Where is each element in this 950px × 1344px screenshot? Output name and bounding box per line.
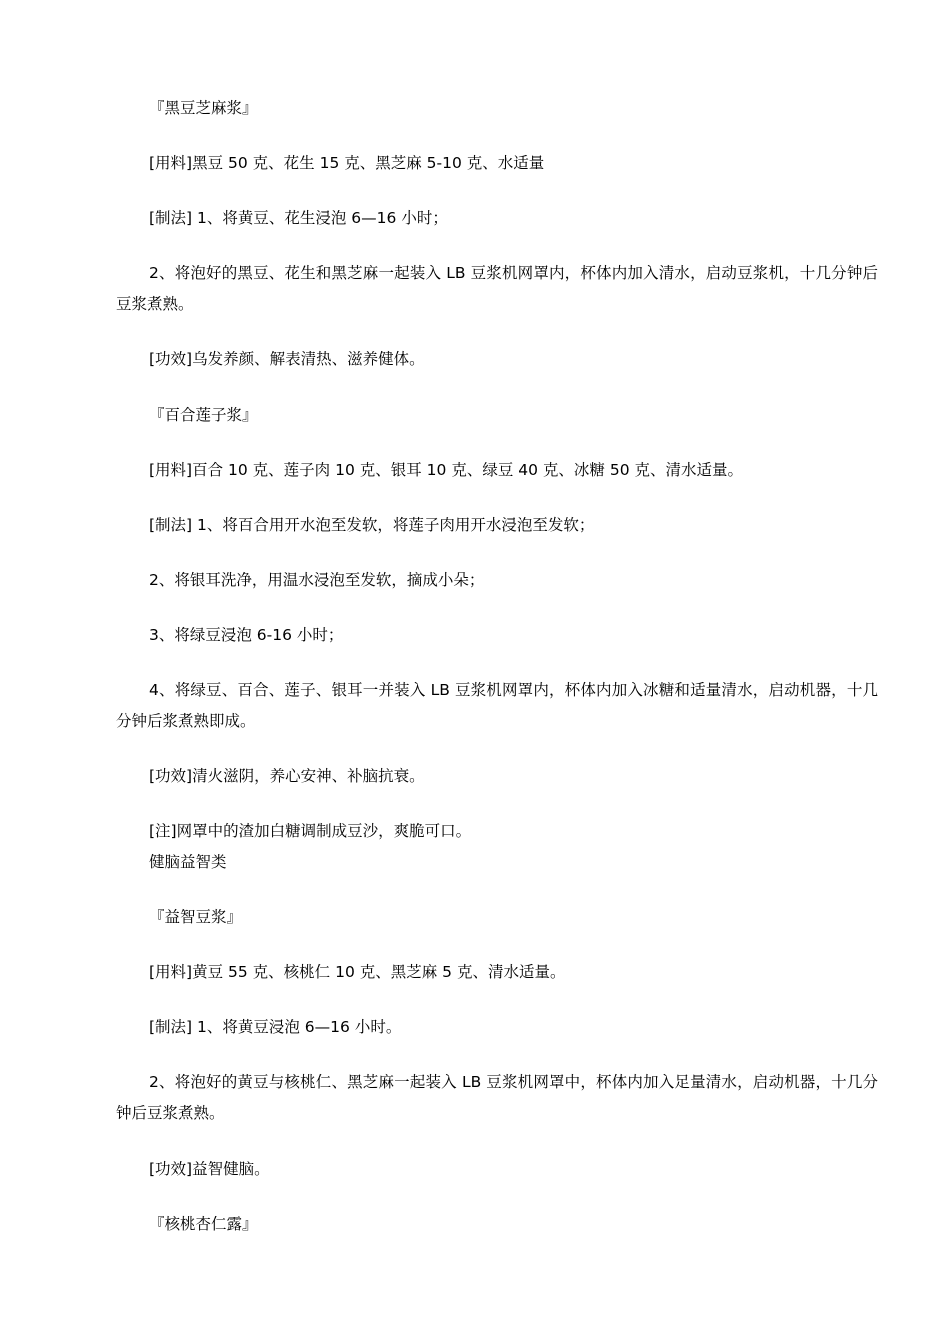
ingredients-line: [用料]黄豆 55 克、核桃仁 10 克、黑芝麻 5 克、清水适量。 [149, 963, 566, 981]
method-step-1: [制法] 1、将黄豆、花生浸泡 6—16 小时； [149, 209, 448, 227]
ingredients-line: [用料]百合 10 克、莲子肉 10 克、银耳 10 克、绿豆 40 克、冰糖 50 克、清水适量。 [149, 461, 743, 479]
method-step-1: [制法] 1、将百合用开水泡至发软，将莲子肉用开水浸泡至发软； [149, 516, 595, 534]
method-step-4: 4、将绿豆、百合、莲子、银耳一并装入 LB 豆浆机网罩内，杯体内加入冰糖和适量清水，启动机器，十几分钟后浆煮熟即成。 [116, 681, 878, 730]
method-step-2: 2、将泡好的黄豆与核桃仁、黑芝麻一起装入 LB 豆浆机网罩中，杯体内加入足量清水，启动机器，十几分钟后豆浆煮熟。 [116, 1073, 878, 1122]
recipe-title-brain-soy-milk: 『益智豆浆』 [149, 908, 243, 926]
note-line: [注]网罩中的渣加白糖调制成豆沙，爽脆可口。 [149, 822, 472, 840]
recipe-title-black-bean-sesame: 『黑豆芝麻浆』 [149, 99, 258, 117]
recipe-title-walnut-almond: 『核桃杏仁露』 [149, 1215, 258, 1233]
recipe-title-lily-lotus: 『百合莲子浆』 [149, 406, 258, 424]
effect-line: [功效]清火滋阴，养心安神、补脑抗衰。 [149, 767, 425, 785]
method-step-2: 2、将银耳洗净，用温水浸泡至发软，摘成小朵； [149, 571, 485, 589]
effect-line: [功效]乌发养颜、解表清热、滋养健体。 [149, 350, 425, 368]
section-heading: 健脑益智类 [149, 853, 227, 871]
effect-line: [功效]益智健脑。 [149, 1160, 270, 1178]
method-step-2: 2、将泡好的黑豆、花生和黑芝麻一起装入 LB 豆浆机网罩内，杯体内加入清水，启动豆浆机，十几分钟后豆浆煮熟。 [116, 264, 878, 313]
ingredients-line: [用料]黑豆 50 克、花生 15 克、黑芝麻 5-10 克、水适量 [149, 154, 545, 172]
method-step-1: [制法] 1、将黄豆浸泡 6—16 小时。 [149, 1018, 402, 1036]
method-step-3: 3、将绿豆浸泡 6-16 小时； [149, 626, 344, 644]
